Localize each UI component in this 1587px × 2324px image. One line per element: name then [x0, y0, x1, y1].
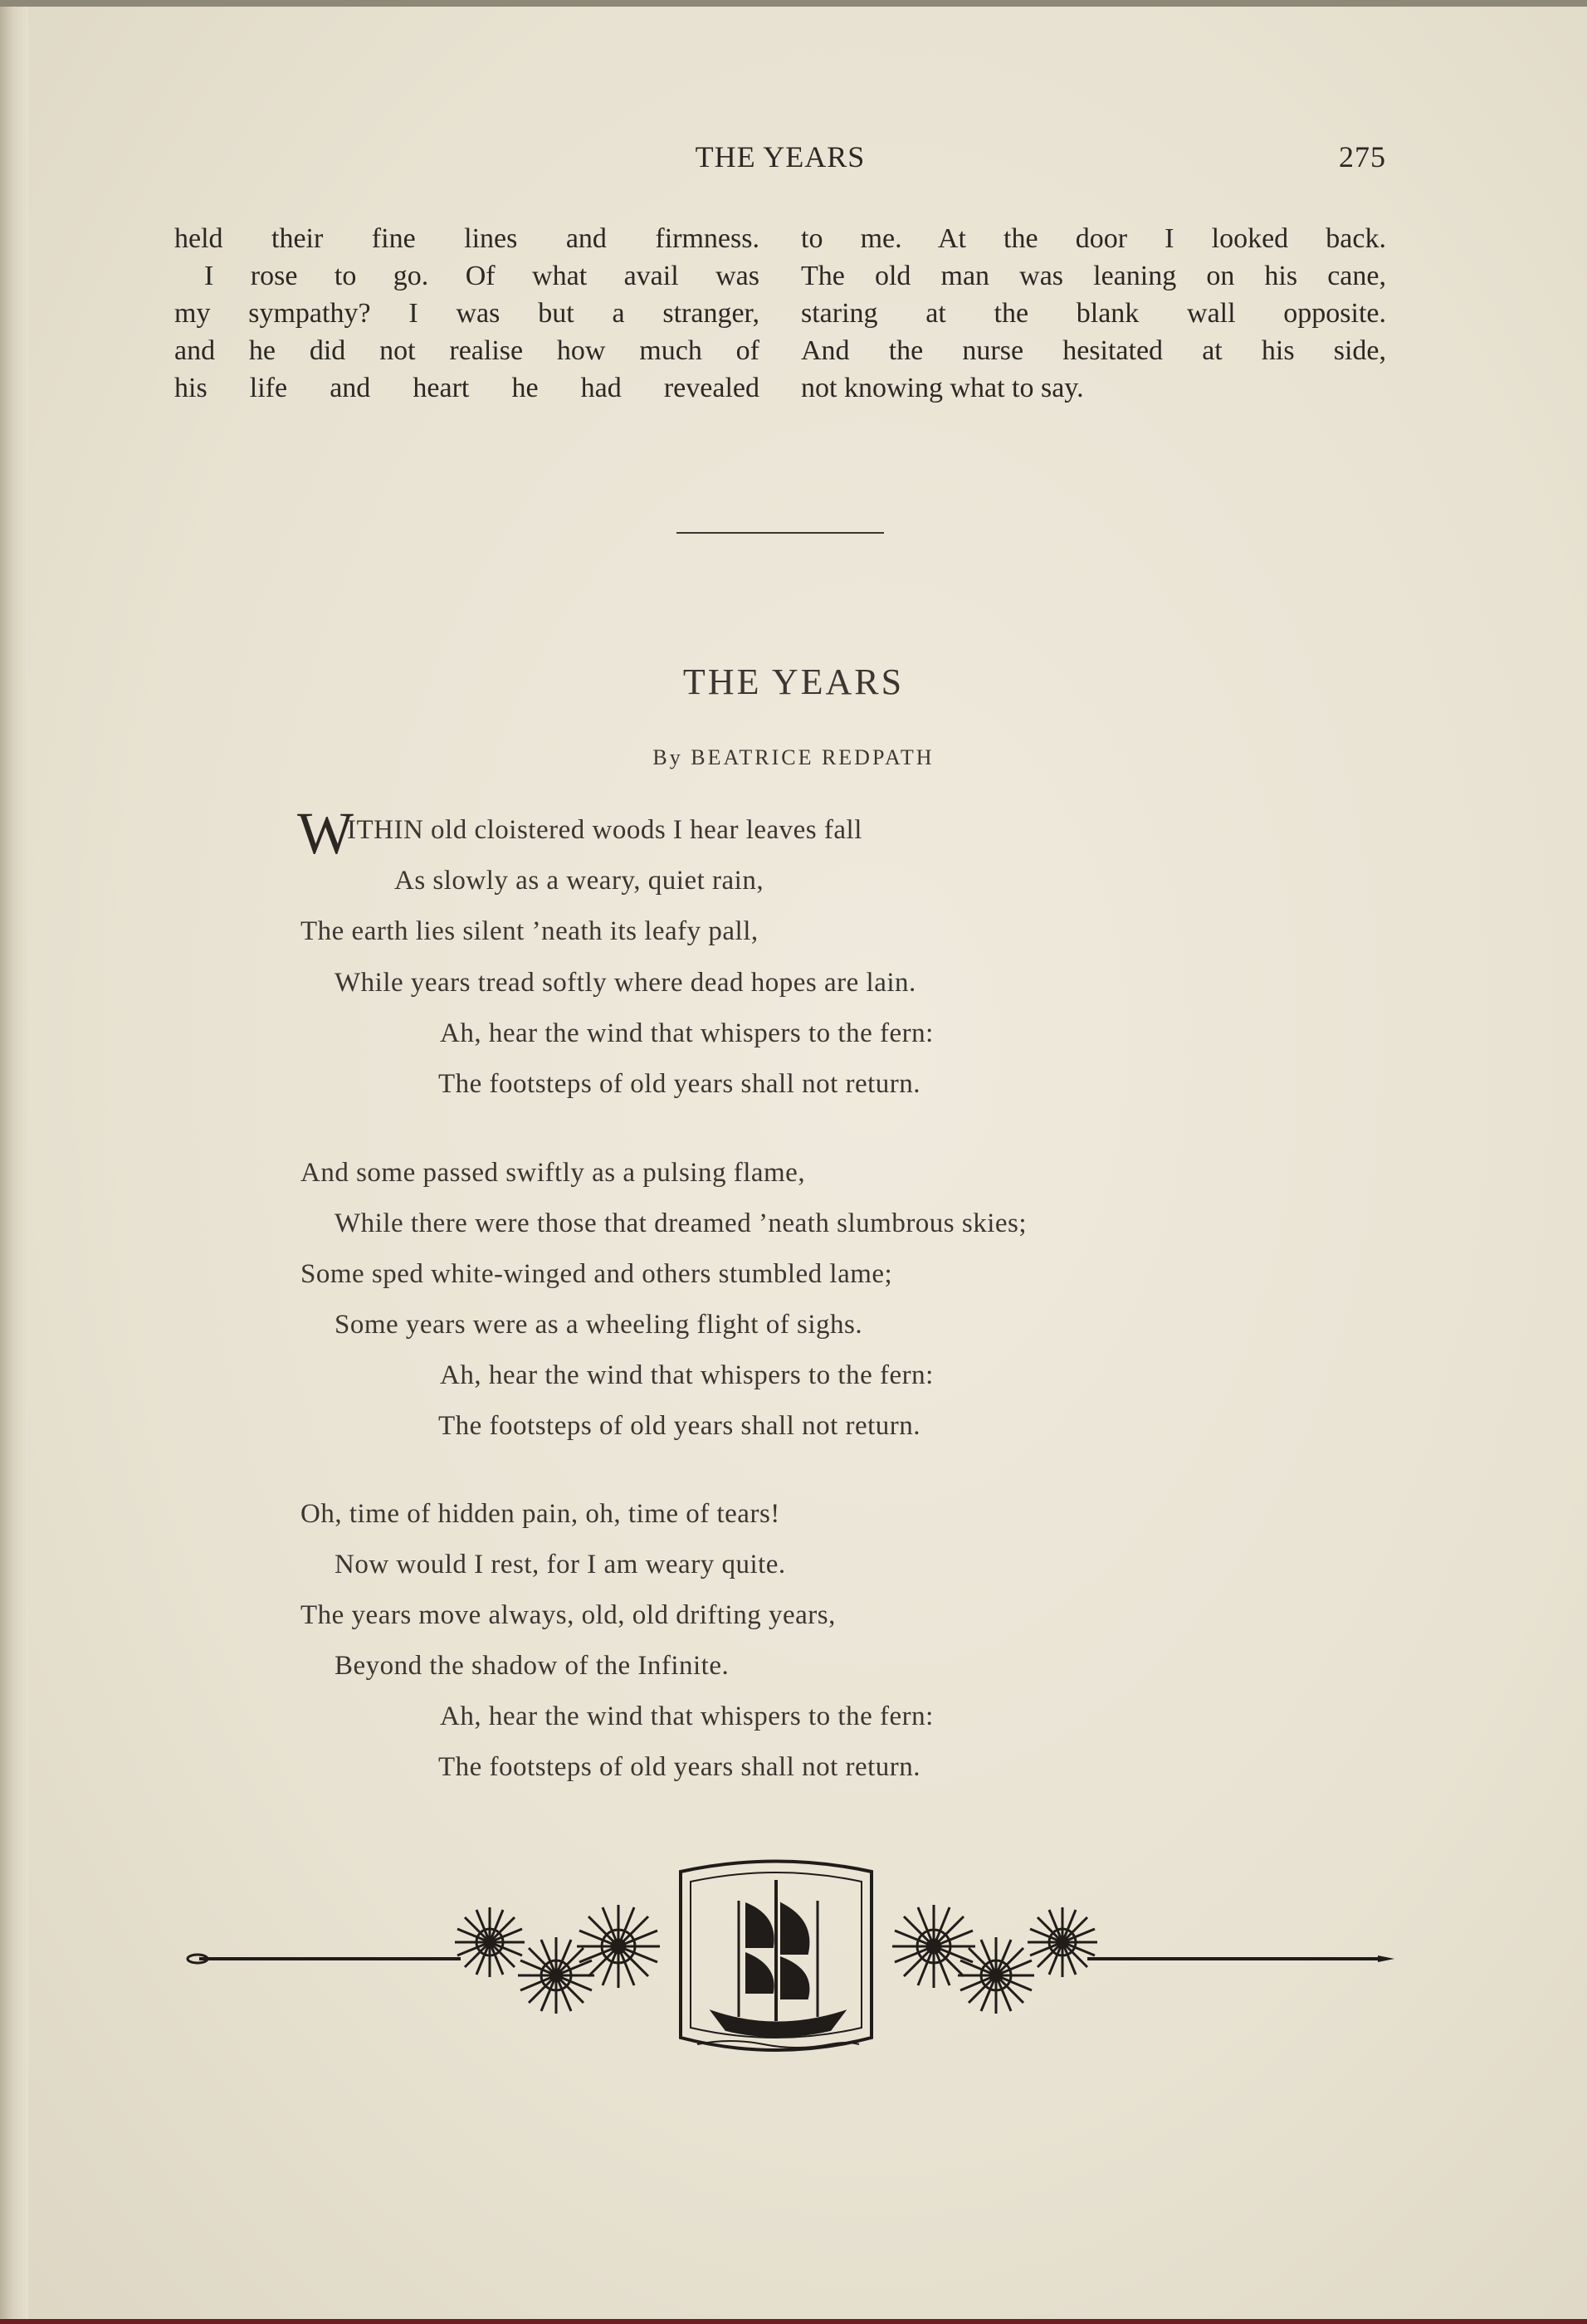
poem-line: And some passed swiftly as a pulsing flame,	[300, 1158, 806, 1188]
page-number: 275	[1339, 140, 1386, 173]
poem-line: Oh, time of hidden pain, oh, time of tears!	[300, 1499, 780, 1529]
poem-title: THE YEARS	[682, 662, 905, 702]
prose-line: The old man was leaning on his cane,	[801, 261, 1386, 291]
prose-line: to me. At the door I looked back.	[801, 223, 1386, 254]
prose-line: held their fine lines and firmness.	[174, 223, 759, 254]
prose-line: and he did not realise how much of	[174, 335, 759, 366]
drop-cap: W	[297, 800, 354, 867]
poem-line: ITHIN old cloistered woods I hear leaves fall	[347, 815, 862, 845]
flower-ornament	[455, 1905, 660, 2014]
prose-line: my sympathy? I was but a stranger,	[174, 298, 759, 329]
poem-line: Ah, hear the wind that whispers to the fern:	[440, 1360, 934, 1390]
ship-ornament-tailpiece	[183, 1855, 1394, 2079]
poem-byline: By BEATRICE REDPATH	[652, 745, 935, 769]
prose-line: staring at the blank wall opposite.	[801, 298, 1386, 329]
poem-line: Beyond the shadow of the Infinite.	[334, 1651, 730, 1681]
poem-line: The footsteps of old years shall not return.	[438, 1752, 921, 1782]
ship-icon	[681, 1862, 872, 2051]
poem-line: As slowly as a weary, quiet rain,	[394, 866, 764, 896]
prose-line: not knowing what to say.	[801, 373, 1084, 403]
prose-line: his life and heart he had revealed	[174, 373, 759, 403]
poem-line: While there were those that dreamed ’neath slumbrous skies;	[334, 1208, 1028, 1238]
prose-line: I rose to go. Of what avail was	[204, 261, 759, 291]
poem-line: Ah, hear the wind that whispers to the fern:	[440, 1702, 934, 1731]
poem-line: The years move always, old, old drifting years,	[300, 1600, 836, 1630]
poem-line: The earth lies silent ’neath its leafy pall,	[300, 916, 759, 946]
running-head-title: THE YEARS	[695, 140, 866, 173]
poem-line: Some sped white-winged and others stumbled lame;	[300, 1259, 893, 1289]
poem-line: The footsteps of old years shall not return.	[438, 1069, 921, 1099]
flower-ornament	[892, 1905, 1097, 2014]
poem-line: Now would I rest, for I am weary quite.	[334, 1550, 786, 1579]
poem-line: Some years were as a wheeling flight of sighs.	[334, 1310, 863, 1340]
poem-line: While years tread softly where dead hopes are lain.	[334, 968, 916, 998]
poem-line: The footsteps of old years shall not return.	[438, 1411, 921, 1441]
prose-line: And the nurse hesitated at his side,	[801, 335, 1386, 366]
poem-line: Ah, hear the wind that whispers to the fern:	[440, 1018, 934, 1048]
